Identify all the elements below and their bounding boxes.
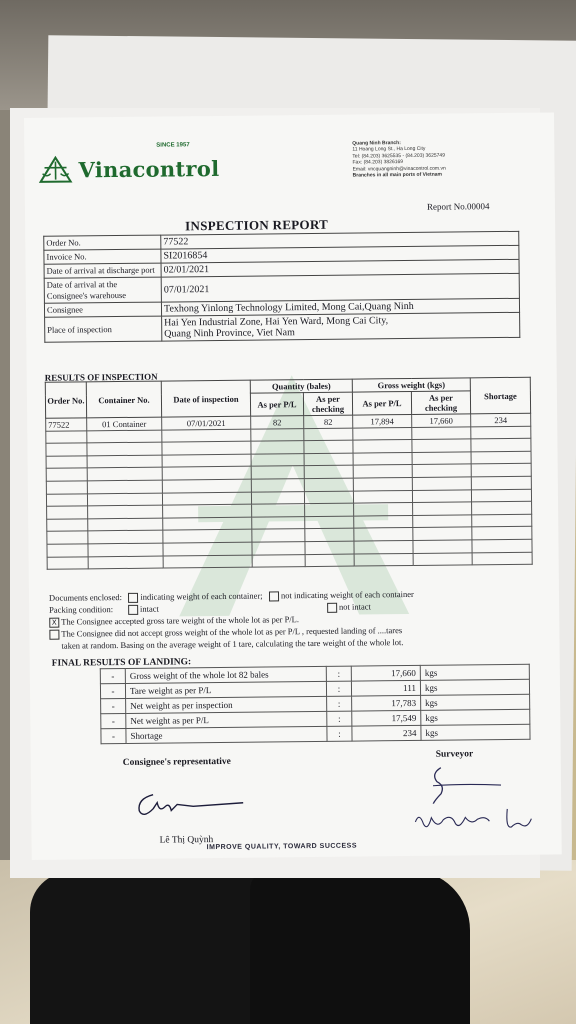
row-dash: - [100,683,125,698]
branch-line: 11 Hoang Long St., Ha Long City [352,146,426,153]
place-line: Hai Yen Industrial Zone, Hai Yen Ward, Mong Cai City, [164,315,389,329]
row-dash: - [101,713,126,728]
final-sep: : [327,696,352,711]
option-not-intact: not intact [338,601,371,612]
cell-qty-check: 82 [304,415,353,428]
final-results-heading: FINAL RESULTS OF LANDING: [51,657,192,669]
surveyor-handwritten-name [411,799,541,840]
info-label: Place of inspection [45,316,162,342]
col-order-no: Order No. [45,382,86,418]
final-sep: : [326,666,351,681]
final-unit: kgs [421,709,530,725]
final-value: 17,549 [352,710,421,726]
col-date: Date of inspection [161,380,250,417]
info-label: Invoice No. [44,249,161,264]
row-dash: - [101,698,126,713]
company-logo [38,148,219,190]
final-label: Tare weight as per P/L [125,681,326,698]
checkbox-intact[interactable] [128,605,138,615]
surveyor-label: Surveyor [435,749,474,760]
checkbox-not-indicating[interactable] [269,591,279,601]
info-value: SI2016854 [161,245,519,263]
cell-order-no: 77522 [46,418,87,431]
cell-gross-pl: 17,894 [353,414,412,427]
company-name: Vinacontrol [78,155,220,182]
final-unit: kgs [421,694,530,710]
cell-shortage: 234 [471,413,531,426]
col-gross-pl: As per P/L [352,391,411,415]
info-value: 77522 [161,231,519,249]
scales-logo-icon [38,155,72,183]
final-row [101,724,530,743]
checkbox-accepted[interactable]: X [49,618,59,628]
col-qty-check: As per checking [303,392,352,416]
branch-title: Quang Ninh Branch: [352,140,401,147]
consignee-rep-label: Consignee's representative [122,756,231,769]
person-leg-right [250,870,470,1024]
final-value: 234 [352,725,421,741]
info-value: 07/01/2021 [161,273,519,302]
final-results-table [100,664,531,744]
final-label: Shortage [126,726,327,743]
results-table [45,377,533,570]
consignee-signature [131,784,251,825]
results-heading: RESULTS OF INSPECTION [44,371,158,383]
branch-footer: Branches in all main ports of Vietnam [352,171,443,179]
checkbox-rejected[interactable] [49,630,59,640]
col-gross-weight: Gross weight (kgs) [352,378,470,392]
final-sep: : [327,711,352,726]
final-label: Gross weight of the whole lot 82 bales [125,666,326,683]
final-unit: kgs [420,679,529,695]
col-container-no: Container No. [86,381,161,418]
final-value: 17,783 [352,695,421,711]
cell-gross-check: 17,660 [412,414,471,427]
row-dash: - [100,668,125,683]
rejected-text-cont: taken at random. Basing on the average weight of 1 tare, calculating the tare weight of the whole lot. [61,637,404,651]
rejected-text: The Consignee did not accept gross weight of the whole lot as per P/L , requested landing of ....tares [61,625,403,639]
info-label: Date of arrival at discharge port [44,263,161,278]
inspection-report-page [24,112,562,860]
info-label: Consignee [44,302,161,317]
final-value: 17,660 [351,665,420,681]
place-line: Quang Ninh Province, Viet Nam [164,327,295,340]
documents-label: Documents enclosed: [48,592,123,603]
company-since: SINCE 1957 [156,142,190,149]
option-indicating: indicating weight of each container; [140,590,263,602]
branch-address [352,139,532,179]
checkbox-indicating[interactable] [128,593,138,603]
final-unit: kgs [420,664,529,680]
cell-date: 07/01/2021 [162,416,251,430]
report-title: INSPECTION REPORT [185,216,329,234]
company-slogan: IMPROVE QUALITY, TOWARD SUCCESS [206,842,358,852]
option-not-indicating: not indicating weight of each container [280,588,414,601]
col-qty-pl: As per P/L [250,393,303,417]
info-row [45,312,520,342]
info-label: Date of arrival at the Consignee's warehouse [44,277,161,303]
cell-qty-pl: 82 [251,416,304,429]
final-label: Net weight as per P/L [126,711,327,728]
checkbox-not-intact[interactable] [327,603,337,613]
final-sep: : [326,681,351,696]
final-sep: : [327,726,352,741]
report-number: Report No.00004 [426,201,490,212]
col-gross-check: As per checking [411,391,470,415]
info-value [162,312,520,341]
info-value: 02/01/2021 [161,259,519,277]
documents-section [49,587,550,652]
final-value: 111 [351,680,420,696]
final-label: Net weight as per inspection [126,696,327,713]
order-info-table [43,231,520,343]
branch-line: Email: vncquangninh@vinacontrol.com.vn [352,165,446,173]
info-label: Order No. [44,235,161,250]
info-value: Texhong Yinlong Technology Limited, Mong Cai,Quang Ninh [161,298,519,316]
row-dash: - [101,728,126,743]
option-intact: intact [139,603,159,614]
final-unit: kgs [421,724,530,740]
branch-line: Tel: (84.203) 3625535 - (84.203) 3625749 [352,152,446,160]
col-shortage: Shortage [470,377,530,414]
cell-container: 01 Container [87,417,162,430]
col-quantity: Quantity (bales) [250,379,352,393]
consignee-rep-name: Lê Thị Quỳnh [159,835,214,846]
branch-line: Fax: (84.203) 3826169 [352,159,404,166]
accepted-text: The Consignee accepted gross tare weight of the whole lot as per P/L. [61,614,300,627]
surveyor-signature [421,763,531,804]
packing-label: Packing condition: [49,604,114,615]
